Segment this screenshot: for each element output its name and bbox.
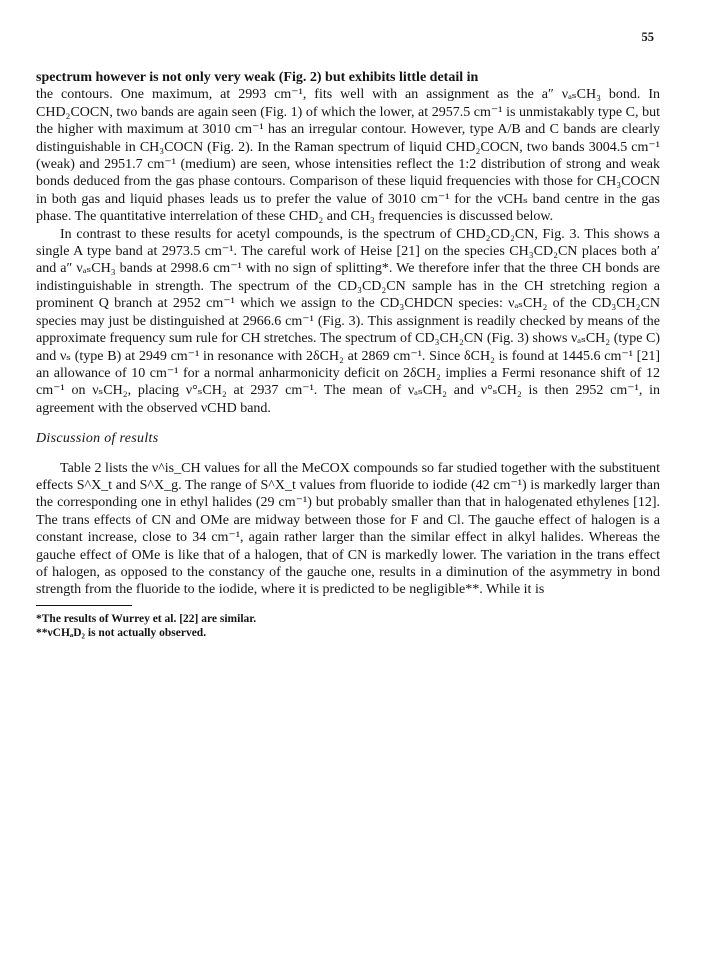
section-heading: Discussion of results [36,431,159,447]
page-number: 55 [641,30,654,44]
paragraph-continuation-lead: spectrum however is not only very weak (Fig. 2) but exhibits little detail in [36,70,479,85]
paragraph-propionitrile: In contrast to these results for acetyl compounds, is the spectrum of CHD₂CD₂CN, Fig. 3. This shows a single A type band at 2973.5 cm⁻¹. The careful work of Heise [21] on the species CH₃CD₂CN places both a′ and a″ νₐₛCH₃ bands at 2998.6 cm⁻¹ with no sign of splitting*. We therefore infer that the three CH bonds are indistinguishable in strength. The spectrum of the CD₃CD₂CN sample has in the CH stretching region a prominent Q branch at 2952 cm⁻¹ which we assign to the CD₃CHDCN species: νₐₛCH₂ of the CD₃CH₂CN species may just be distinguished at 2966.6 cm⁻¹ (Fig. 3). This assignment is readily checked by means of the approximate frequency sum rule for CH stretches. The spectrum of CD₃CH₂CN (Fig. 3) shows νₐₛCH₂ (type C) and νₛ (type B) at 2949 cm⁻¹ in resonance with 2δCH₂ at 2869 cm⁻¹. Since δCH₂ is found at 1445.6 cm⁻¹ [21] an allowance of 10 cm⁻¹ for a normal anharmonicity deficit on 2δCH₂ implies a Fermi resonance shift of 12 cm⁻¹ on νₛCH₂, placing ν°ₛCH₂ at 2937 cm⁻¹. The mean of νₐₛCH₂ and ν°ₛCH₂ is then 2952 cm⁻¹, in agreement with the observed νCHD band. [36,226,660,416]
paragraph-discussion: Table 2 lists the ν^is_CH values for all the MeCOX compounds so far studied together with the substituent effects S^X_t and S^X_g. The range of S^X_t values from fluoride to iodide (42 cm⁻¹) is markedly larger than the corresponding one in ethyl halides (29 cm⁻¹) but probably smaller than that in halogenated ethylenes [12]. The trans effects of CN and OMe are midway between those for F and Cl. The gauche effect of halogen is a constant increase, close to 34 cm⁻¹, again rather larger than the similar effect in alkyl halides. Whereas the gauche effect of OMe is like that of a halogen, that of CN is markedly lower. The variation in the trans effect of halogen, as opposed to the constancy of the gauche one, results in a diminution of the asymmetry in bond strength from the fluoride to the iodide, where it is predicted to be negligible**. While it is [36,460,660,598]
footnote-rule [36,605,132,606]
footnote-2: **νCHₐD₂ is not actually observed. [36,626,207,639]
body-text [36,69,660,640]
footnote-1: *The results of Wurrey et al. [22] are similar. [36,612,257,625]
paragraph-continuation: the contours. One maximum, at 2993 cm⁻¹, fits well with an assignment as the a″ νₐₛCH₃ bond. In CHD₂COCN, two bands are again seen (Fig. 1) of which the lower, at 2957.5 cm⁻¹ is unmistakably type C, but the higher with maximum at 3010 cm⁻¹ has an irregular contour. However, type A/B and C bands are clearly distinguishable in CH₃COCN (Fig. 2). In the Raman spectrum of liquid CHD₂COCN, two bands 3004.5 cm⁻¹ (weak) and 2951.7 cm⁻¹ (medium) are seen, whose intensities reflect the 1:2 distribution of strong and weak bonds deduced from the gas phase contours. Comparison of these liquid frequencies with those for CH₃COCN in both gas and liquid phases leads us to prefer the value of 3010 cm⁻¹ for the νCHₛ band centre in the gas phase. The quantitative interrelation of these CHD₂ and CH₃ frequencies is discussed below. [36,87,660,225]
